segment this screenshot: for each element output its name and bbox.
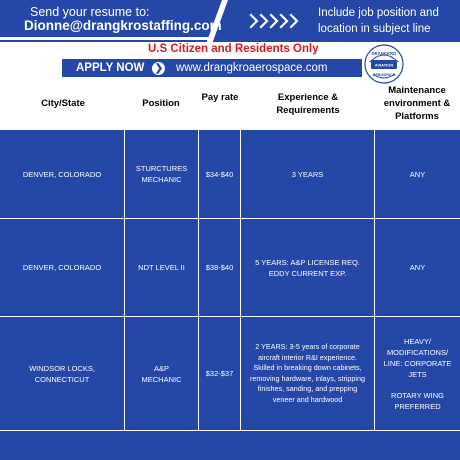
table-cell-position: STURCTURES MECHANIC	[135, 164, 188, 184]
subject-line-instruction: Include job position and location in subject line	[318, 7, 439, 35]
citizenship-notice: U.S Citizen and Residents Only	[148, 43, 319, 55]
table-cell-experience: 2 YEARS: 3-5 years of corporate aircraft interior R&I experience. Skilled in breaking down cabinets, removing hardware, inlays, stripping finishes, sanding, and prepping veneer and hardwood	[249, 342, 366, 404]
header-pay-rate: Pay rate	[201, 92, 239, 103]
table-cell-pay: $38-$40	[205, 263, 234, 272]
company-logo	[364, 44, 404, 84]
row-divider	[0, 430, 460, 431]
maintenance-preference: ROTARY WING PREFERRED	[391, 390, 444, 411]
table-cell-pay: $34-$40	[205, 169, 234, 179]
header-city-state: City/State	[41, 98, 85, 109]
table-cell-pay: $32-$37	[205, 369, 234, 378]
table-cell-experience: 3 YEARS	[291, 169, 324, 179]
header-maintenance: Maintenance environment & Platforms	[383, 85, 451, 122]
header-position: Position	[142, 98, 180, 109]
website-link[interactable]: www.drangkroaerospace.com	[176, 62, 328, 74]
jobs-table	[0, 130, 460, 460]
table-cell-city: WINDSOR LOCKS, CONNECTICUT	[29, 363, 95, 384]
header-experience: Experience & Requirements	[276, 92, 340, 116]
table-cell-city: DENVER, COLORADO	[22, 263, 102, 272]
table-cell-experience: 5 YEARS: A&P LICENSE REQ. EDDY CURRENT EXP.	[255, 257, 360, 278]
maintenance-platforms: HEAVY/ MODIFICATIONS/ LINE: CORPORATE JETS	[383, 336, 452, 379]
chevron-right-icon	[249, 12, 301, 30]
logo-top-text: DRANGKRO	[371, 51, 397, 56]
table-cell-position: NDT LEVEL II	[138, 263, 185, 272]
send-resume-text: Send your resume to:	[30, 5, 150, 19]
contact-email[interactable]: Dionne@drangkrostaffing.com	[24, 18, 222, 33]
logo-bottom-text: AEROSPACE	[372, 73, 396, 77]
table-cell-maintenance: ANY	[409, 169, 426, 179]
apply-now-label: APPLY NOW	[76, 62, 145, 74]
apply-now-button[interactable]	[76, 59, 165, 77]
table-cell-city: DENVER, COLORADO	[22, 169, 102, 179]
table-cell-maintenance	[375, 317, 460, 430]
table-cell-position: A&P MECHANIC	[141, 363, 182, 384]
table-cell-maintenance: ANY	[409, 263, 426, 272]
arrow-right-circle-icon: ❯	[152, 62, 165, 75]
logo-middle-text: AVIATION	[374, 62, 394, 68]
